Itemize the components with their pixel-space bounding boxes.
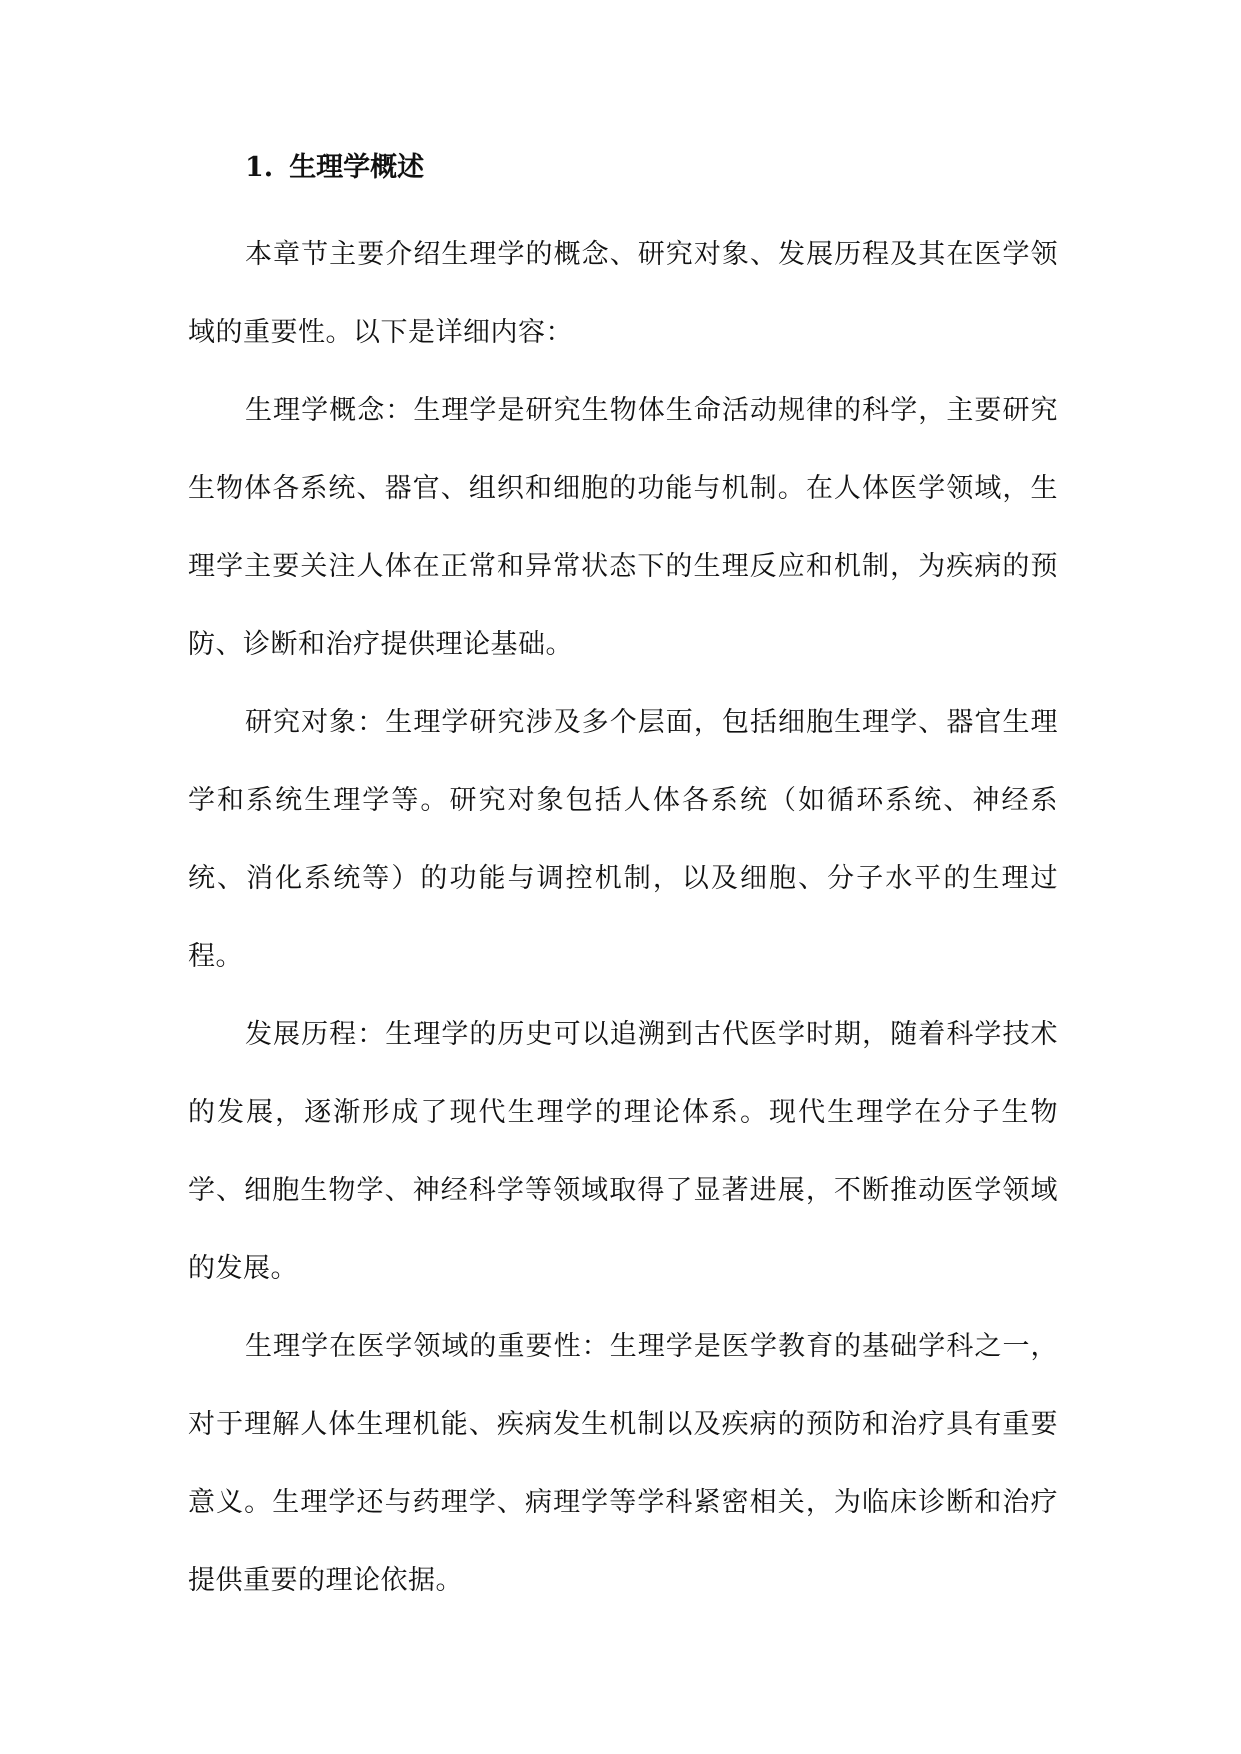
section-heading — [188, 148, 1058, 188]
paragraph-importance: 生理学在医学领域的重要性：生理学是医学教育的基础学科之一，对于理解人体生理机能、疾病发生机制以及疾病的预防和治疗具有重要意义。生理学还与药理学、病理学等学科紧密相关，为临床诊断和治疗提供重要的理论依据。 — [188, 1331, 1058, 1596]
paragraph-history: 发展历程：生理学的历史可以追溯到古代医学时期，随着科学技术的发展，逐渐形成了现代生理学的理论体系。现代生理学在分子生物学、细胞生物学、神经科学等领域取得了显著进展，不断推动医学领域的发展。 — [188, 1019, 1058, 1284]
paragraph-concept: 生理学概念：生理学是研究生物体生命活动规律的科学，主要研究生物体各系统、器官、组织和细胞的功能与机制。在人体医学领域，生理学主要关注人体在正常和异常状态下的生理反应和机制，为疾病的预防、诊断和治疗提供理论基础。 — [188, 395, 1058, 660]
document-page — [188, 148, 1058, 1620]
paragraph-intro: 本章节主要介绍生理学的概念、研究对象、发展历程及其在医学领域的重要性。以下是详细内容： — [188, 239, 1058, 348]
paragraph-research-objects: 研究对象：生理学研究涉及多个层面，包括细胞生理学、器官生理学和系统生理学等。研究对象包括人体各系统（如循环系统、神经系统、消化系统等）的功能与调控机制，以及细胞、分子水平的生理过程。 — [188, 707, 1058, 972]
section-number: 1. — [245, 152, 274, 183]
section-title: 生理学概述 — [289, 152, 425, 183]
